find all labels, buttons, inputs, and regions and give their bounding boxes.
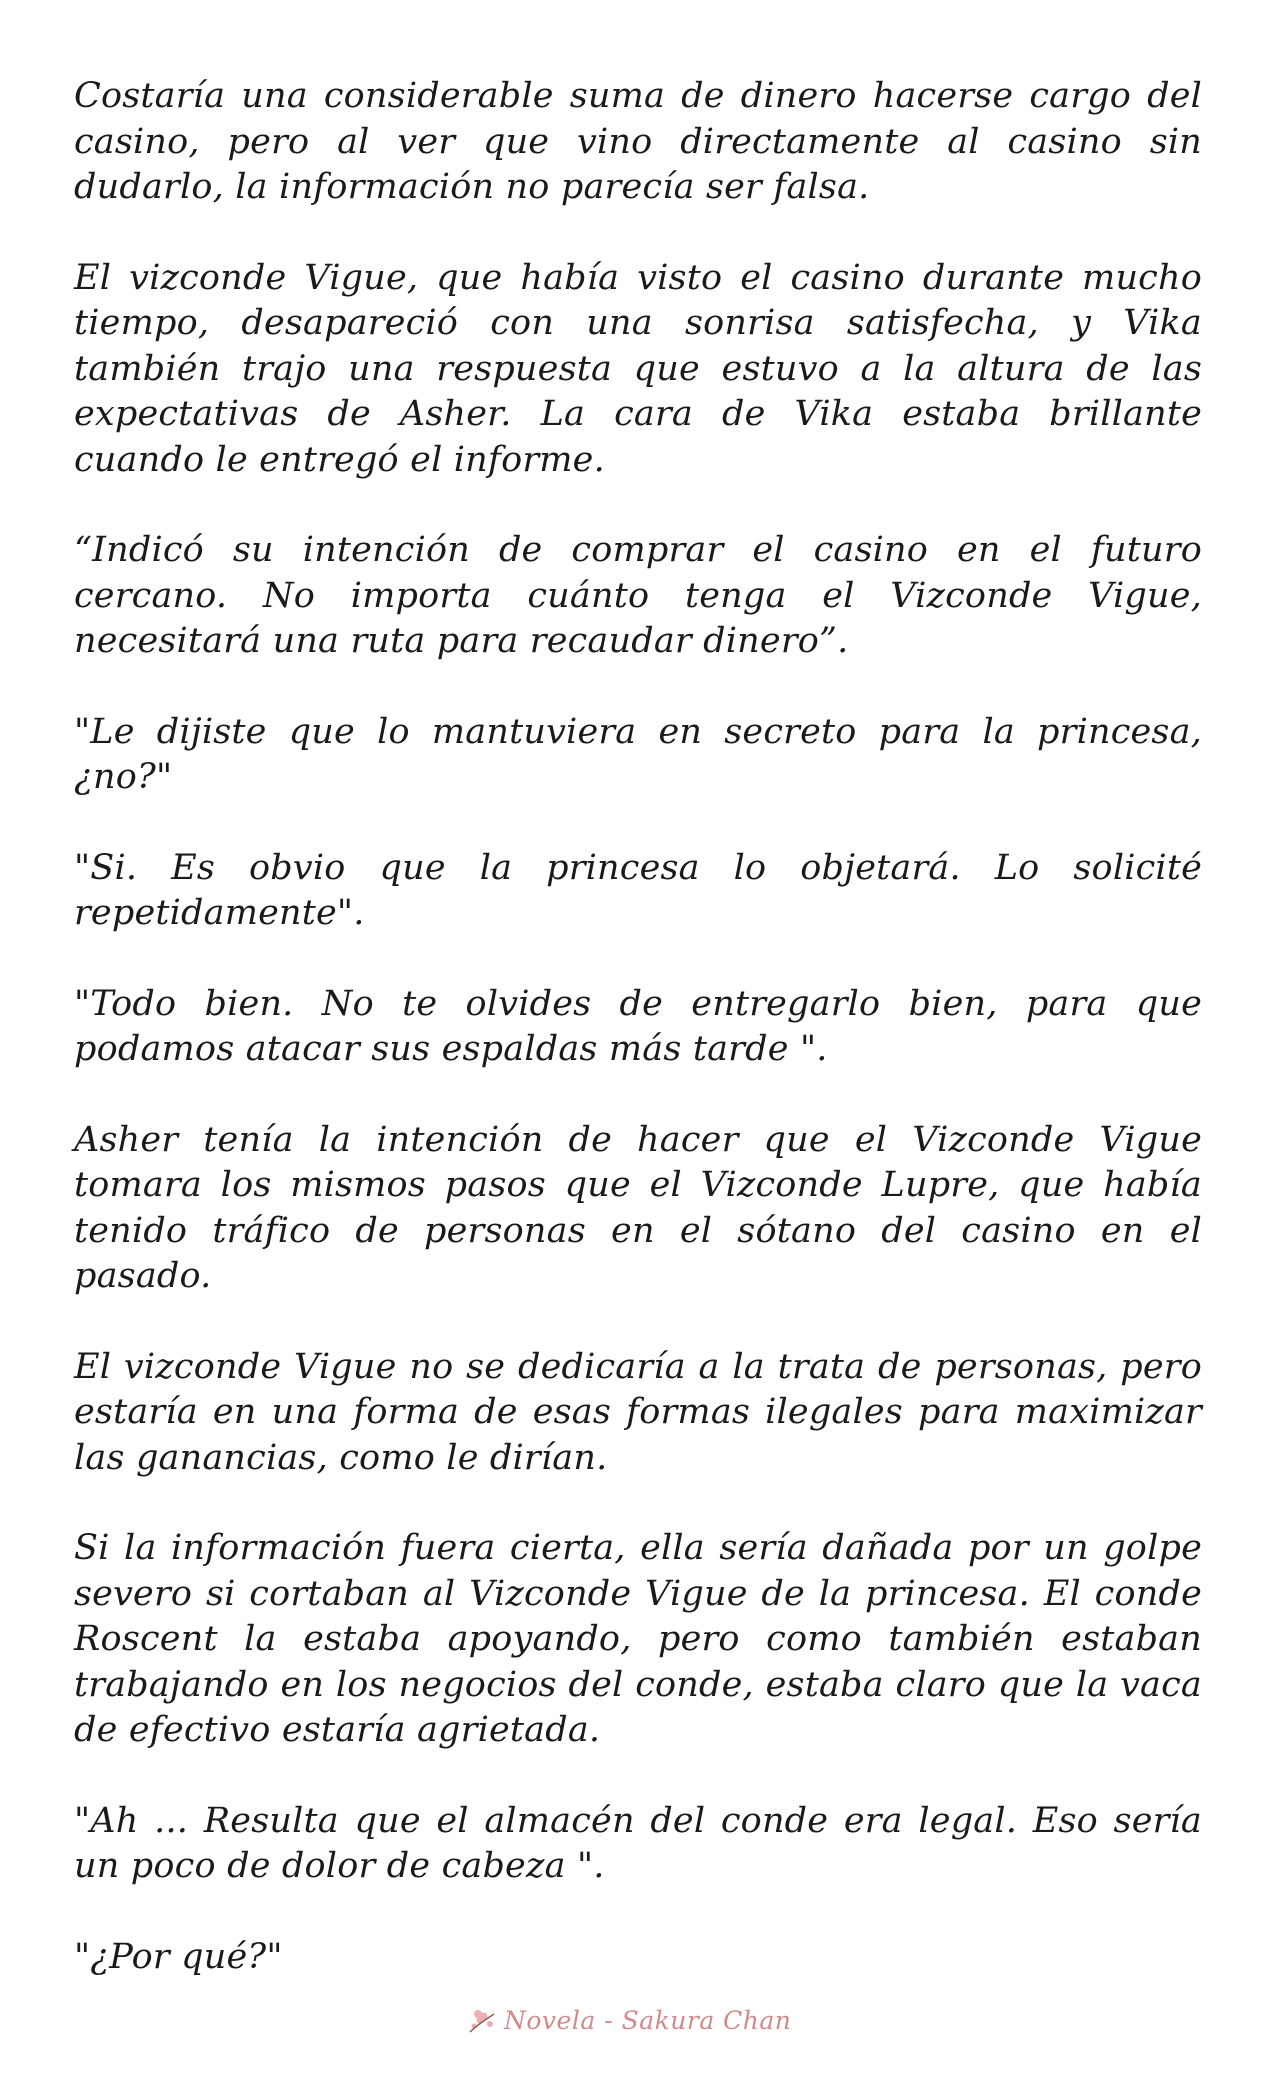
paragraph-5: "Si. Es obvio que la princesa lo objetará. Lo solicité repetidamente". bbox=[74, 847, 1202, 933]
paragraph-11: "¿Por qué?" bbox=[74, 1936, 283, 1977]
document-body bbox=[74, 74, 1202, 2025]
paragraph-8: El vizconde Vigue no se dedicaría a la trata de personas, pero estaría en una forma de esas formas ilegales para maximizar las ganancias, como le dirían. bbox=[74, 1346, 1202, 1478]
sakura-flower-icon bbox=[466, 2004, 498, 2036]
paragraph-2: El vizconde Vigue, que había visto el casino durante mucho tiempo, desapareció con una sonrisa satisfecha, y Vika también trajo una respuesta que estuvo a la altura de las expectativas de Asher. La cara de Vika estaba brillante cuando le entregó el informe. bbox=[74, 257, 1202, 480]
paragraph-7: Asher tenía la intención de hacer que el Vizconde Vigue tomara los mismos pasos que el Vizconde Lupre, que había tenido tráfico de personas en el sótano del casino en el pasado. bbox=[74, 1119, 1202, 1296]
watermark bbox=[466, 2004, 791, 2036]
paragraph-9: Si la información fuera cierta, ella sería dañada por un golpe severo si cortaban al Vizconde Vigue de la princesa. El conde Roscent la estaba apoyando, pero como también estaban trabajando en los negocios del conde, estaba claro que la vaca de efectivo estaría agrietada. bbox=[74, 1528, 1202, 1750]
paragraph-10: "Ah ... Resulta que el almacén del conde era legal. Eso sería un poco de dolor de cabeza ". bbox=[74, 1800, 1202, 1886]
watermark-text: Novela - Sakura Chan bbox=[504, 2005, 792, 2035]
paragraph-4: "Le dijiste que lo mantuviera en secreto para la princesa, ¿no?" bbox=[74, 711, 1202, 797]
paragraph-1: Costaría una considerable suma de dinero hacerse cargo del casino, pero al ver que vino directamente al casino sin dudarlo, la información no parecía ser falsa. bbox=[74, 76, 1202, 207]
paragraph-6: "Todo bien. No te olvides de entregarlo bien, para que podamos atacar sus espaldas más tarde ". bbox=[74, 983, 1202, 1069]
paragraph-3: “Indicó su intención de comprar el casino en el futuro cercano. No importa cuánto tenga el Vizconde Vigue, necesitará una ruta para recaudar dinero”. bbox=[74, 530, 1202, 661]
